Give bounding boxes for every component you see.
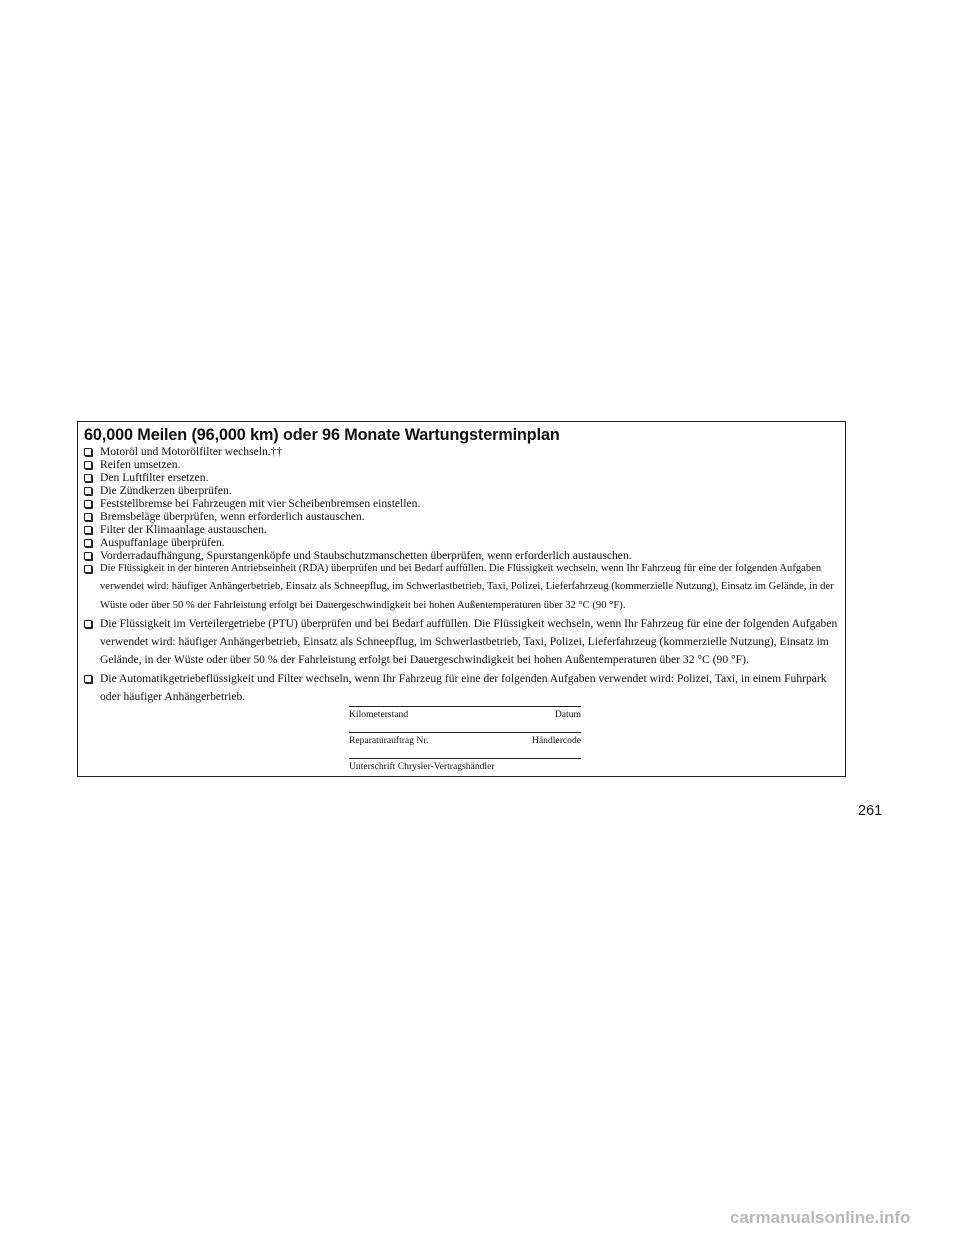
signature-line [349, 758, 581, 759]
checklist-item: Reifen umsetzen. [84, 458, 839, 471]
signature-line [349, 732, 581, 733]
checklist-item: Auspuffanlage überprüfen. [84, 536, 839, 549]
mileage-date-field [349, 706, 581, 720]
checklist-item: Feststellbremse bei Fahrzeugen mit vier Scheibenbremsen einstellen. [84, 497, 839, 510]
page-number: 261 [858, 803, 883, 819]
checklist-item: Motoröl und Motorölfilter wechseln.†† [84, 445, 839, 458]
checkbox-icon[interactable] [84, 487, 92, 495]
checklist-item: Die Flüssigkeit in der hinteren Antriebseinheit (RDA) überprüfen und bei Bedarf auffüllen. Die Flüssigkeit wechseln, wenn Ihr Fahrzeug für eine der folgenden Aufgaben verwendet wird: häufiger Anhängerbetrieb, Einsatz als Schneepflug, im Schwerlastbetrieb, Taxi, Polizei, Lieferfahrzeug (kommerzielle Nutzung), Einsatz im Gelände, in der Wüste oder über 50 % der Fahrleistung erfolgt bei Dauergeschwindigkeit bei hohen Außentemperaturen über 32 °C (90 °F). [84, 560, 839, 615]
checklist-item: Die Flüssigkeit im Verteilergetriebe (PTU) überprüfen und bei Bedarf auffüllen. Die Flüssigkeit wechseln, wenn Ihr Fahrzeug für eine der folgenden Aufgaben verwendet wird: häufiger Anhängerbetrieb, Einsatz als Schneepflug, im Schwerlastbetrieb, Taxi, Polizei, Lieferfahrzeug (kommerzielle Nutzung), Einsatz im Gelände, in der Wüste oder über 50 % der Fahrleistung erfolgt bei Dauergeschwindigkeit bei hohen Außentemperaturen über 32 °C (90 °F). [84, 615, 839, 670]
mileage-label: Kilometerstand [349, 709, 409, 720]
checkbox-icon[interactable] [84, 620, 92, 628]
maintenance-schedule-box [77, 421, 846, 777]
checklist [84, 445, 839, 706]
watermark: carmanualsonline.info [730, 1208, 911, 1227]
checklist-item: Die Zündkerzen überprüfen. [84, 484, 839, 497]
section-title: 60,000 Meilen (96,000 km) oder 96 Monate Wartungsterminplan [84, 426, 560, 444]
checkbox-icon[interactable] [84, 565, 92, 573]
checkbox-icon[interactable] [84, 500, 92, 508]
checkbox-icon[interactable] [84, 552, 92, 560]
checkbox-icon[interactable] [84, 461, 92, 469]
checkbox-icon[interactable] [84, 513, 92, 521]
checklist-item: Die Automatikgetriebeflüssigkeit und Filter wechseln, wenn Ihr Fahrzeug für eine der folgenden Aufgaben verwendet wird: Polizei, Taxi, in einem Fuhrpark oder häufiger Anhängerbetrieb. [84, 670, 839, 706]
repair-order-label: Reparaturauftrag Nr. [349, 735, 429, 746]
checklist-item: Den Luftfilter ersetzen. [84, 471, 839, 484]
checkbox-icon[interactable] [84, 474, 92, 482]
dealer-signature-field [349, 758, 581, 772]
checkbox-icon[interactable] [84, 526, 92, 534]
signature-line [349, 706, 581, 707]
repair-order-field [349, 732, 581, 746]
checkbox-icon[interactable] [84, 448, 92, 456]
dealer-code-label: Händlercode [531, 735, 581, 746]
checkbox-icon[interactable] [84, 539, 92, 547]
date-label: Datum [554, 709, 581, 720]
checklist-item: Vorderradaufhängung, Spurstangenköpfe und Staubschutzmanschetten überprüfen, wenn erforderlich austauschen. [84, 549, 839, 562]
checklist-item: Bremsbeläge überprüfen, wenn erforderlich austauschen. [84, 510, 839, 523]
checklist-item: Filter der Klimaanlage austauschen. [84, 523, 839, 536]
checkbox-icon[interactable] [84, 675, 92, 683]
signature-label: Unterschrift Chrysler-Vertragshändler [349, 761, 495, 772]
